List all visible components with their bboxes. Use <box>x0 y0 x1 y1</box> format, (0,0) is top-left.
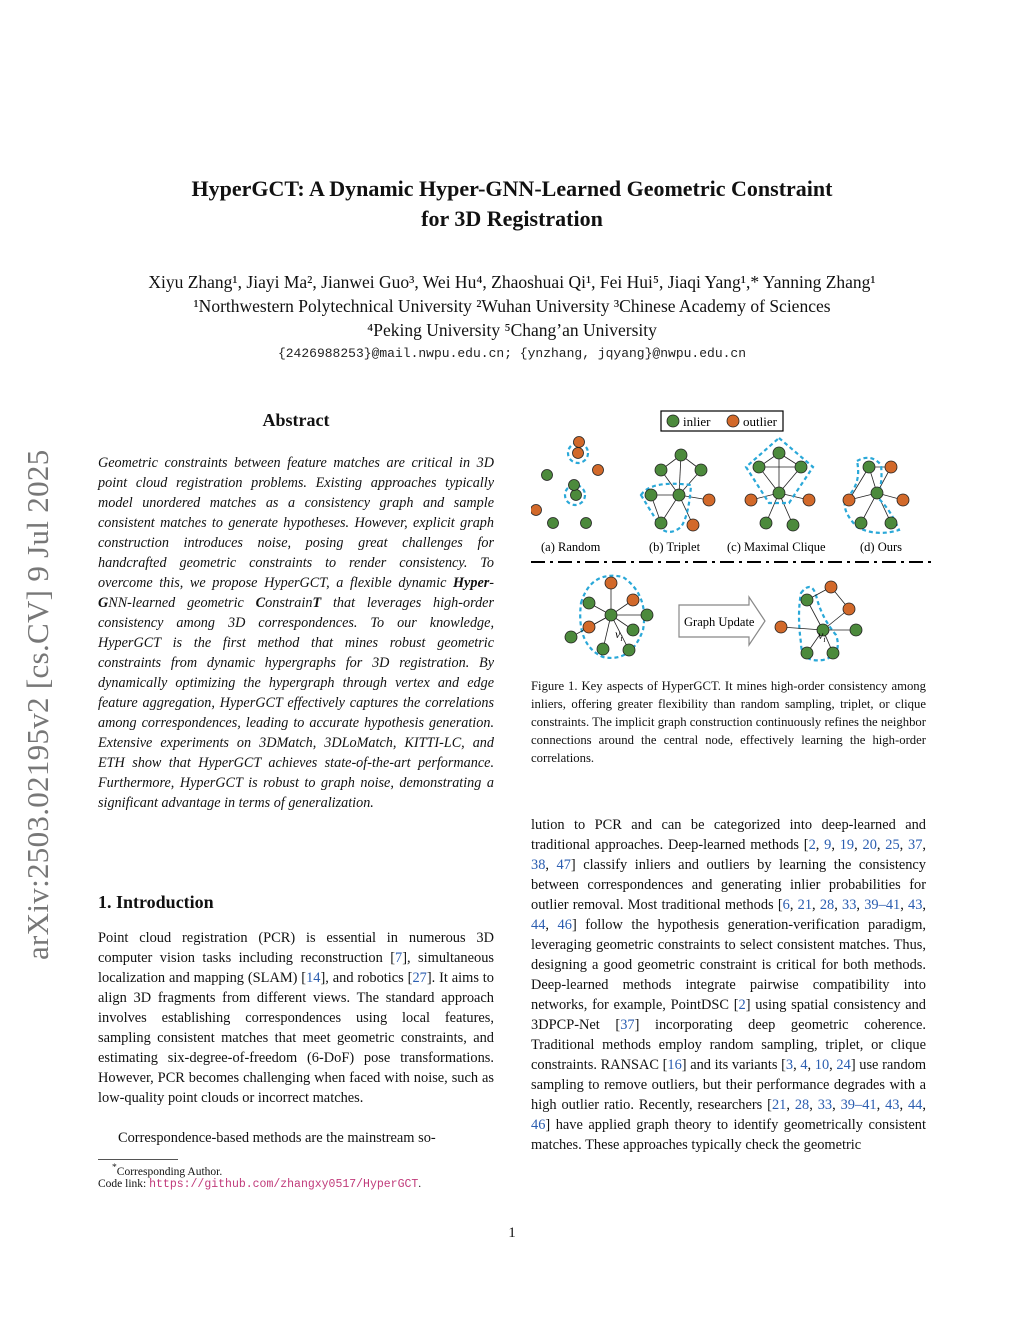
citation-link[interactable]: 27 <box>412 970 427 986</box>
citation-link[interactable]: 14 <box>306 970 321 986</box>
citation-link[interactable]: 6 <box>782 897 790 913</box>
citation-link[interactable]: 19 <box>839 837 855 853</box>
graph-update-label: Graph Update <box>684 615 755 629</box>
graph-after <box>775 581 862 660</box>
inlier-legend-dot <box>667 415 679 427</box>
footnote-corresponding: *Corresponding Author. <box>112 1162 223 1178</box>
citation-link[interactable]: 44 <box>907 1097 923 1113</box>
title-line-1: HyperGCT: A Dynamic Hyper-GNN-Learned Geometric Constraint <box>191 176 833 201</box>
outlier-legend-dot <box>727 415 739 427</box>
citation-link[interactable]: 33 <box>842 897 857 913</box>
abstract-heading: Abstract <box>262 410 330 430</box>
affiliations-2: ⁴Peking University ⁵Chang’an University <box>367 320 657 340</box>
intro-paragraph-2: Correspondence-based methods are the mainstream so- <box>118 1130 436 1146</box>
citation-link[interactable]: 28 <box>794 1097 810 1113</box>
label-clique: (c) Maximal Clique <box>727 540 826 554</box>
arxiv-stamp <box>20 400 60 960</box>
citation-link[interactable]: 21 <box>771 1097 787 1113</box>
citation-link[interactable]: 39–41 <box>864 897 901 913</box>
citation-link[interactable]: 20 <box>862 837 877 853</box>
authors: Xiyu Zhang¹, Jiayi Ma², Jianwei Guo³, Wei Hu⁴, Zhaoshuai Qi¹, Fei Hui⁵, Jiaqi Yang¹,* Yanning Zhang¹ <box>148 272 876 292</box>
citation-link[interactable]: 28 <box>819 897 835 913</box>
node-label-left: $v_i$ <box>615 627 623 643</box>
citation-link[interactable]: 39–41 <box>840 1097 877 1113</box>
emails: {2426988253}@mail.nwpu.edu.cn; {ynzhang, jqyang}@nwpu.edu.cn <box>277 346 747 361</box>
label-triplet: (b) Triplet <box>649 540 701 554</box>
citation-link[interactable]: 37 <box>620 1017 635 1033</box>
node-label-right: $v_i$ <box>818 628 826 644</box>
citation-link[interactable]: 9 <box>824 837 832 853</box>
panel-clique <box>745 438 815 531</box>
title-line-2: for 3D Registration <box>421 206 603 231</box>
panel-triplet <box>641 449 715 532</box>
author-block <box>0 270 1024 342</box>
arxiv-id: arXiv:2503.02195v2 [cs.CV] 9 Jul 2025 <box>20 449 55 960</box>
citation-link[interactable]: 46 <box>557 917 572 933</box>
figure-1 <box>531 405 931 670</box>
code-link[interactable]: https://github.com/zhangxy0517/HyperGCT <box>149 1178 419 1191</box>
citation-link[interactable]: 44 <box>531 917 546 933</box>
citation-link[interactable]: 46 <box>531 1117 546 1133</box>
citation-link[interactable]: 24 <box>836 1057 851 1073</box>
section-heading-intro: 1. Introduction <box>98 892 214 912</box>
citation-link[interactable]: 25 <box>885 837 900 853</box>
right-column-text: lution to PCR and can be categorized into deep-learned and traditional approaches. Deep-learned methods [2, 9, 19, 20, 25, 37, 38, 47] classify inliers and outliers by learning the consistency between correspondences and generating inlier probabilities for outlier removal. Most traditional methods [6, 21, 28, 33, 39–41, 43, 44, 46] follow the hypothesis generation-verification paradigm, leveraging geometric constraints to select consistent matches. Thus, designing a good geometric constraint is critical for both methods. Deep-learned methods integrate pairwise compatibility into networks, for example, PointDSC [2] using spatial consistency and 3DPCP-Net [37] incorporating deep geometric coherence. Traditional methods employ random sampling, triplet, or clique constraints. RANSAC [16] and its variants [3, 4, 10, 24] use random sampling to remove outliers, but their performance degrades with a high outlier ratio. Recently, researchers [21, 28, 33, 39–41, 43, 44, 46] have applied graph theory to identify geometrically consistent matches. These approaches typically check the geometric <box>531 817 927 1153</box>
abstract-text: Geometric constraints between feature matches are critical in 3D point cloud registration problems. Existing approaches typically model unordered matches as a consistency graph and sample consistent matches to generate hypotheses. However, explicit graph construction introduces noise, posing great challenges for handcrafted geometric constraints to render consistency. To overcome this, we propose HyperGCT, a flexible dynamic Hyper-GNN-learned geometric ConstrainT that leverages high-order consistency among 3D correspondences. To our knowledge, HyperGCT is the first method that mines robust geometric constraints from dynamic hypergraphs for 3D registration. By dynamically optimizing the hypergraph through vertex and edge feature aggregation, HyperGCT effectively captures the correlations among correspondences, leading to accurate hypothesis generation. Extensive experiments on 3DMatch, 3DLoMatch, KITTI-LC, and ETH show that HyperGCT achieves state-of-the-art performance. Furthermore, HyperGCT is robust to graph noise, demonstrating a significant advantage in terms of generalization. <box>98 455 495 811</box>
citation-link[interactable]: 16 <box>667 1057 682 1073</box>
citation-link[interactable]: 47 <box>556 857 571 873</box>
label-ours: (d) Ours <box>860 540 903 554</box>
panel-ours <box>843 458 909 533</box>
citation-link[interactable]: 7 <box>395 950 403 966</box>
citation-link[interactable]: 43 <box>908 897 923 913</box>
affiliations-1: ¹Northwestern Polytechnical University ²Wuhan University ³Chinese Academy of Sciences <box>193 296 831 316</box>
label-random: (a) Random <box>541 540 601 554</box>
footnote-code: Code link: https://github.com/zhangxy0517/HyperGCT. <box>98 1178 422 1191</box>
citation-link[interactable]: 3 <box>785 1057 794 1073</box>
graph-before <box>565 576 653 658</box>
figure-caption: Figure 1. Key aspects of HyperGCT. It mines high-order consistency among inliers, offering greater flexibility than random sampling, triplet, or clique constraints. The implicit graph construction continuously refines the neighbor connections around the central node, effectively learning the high-order correlations. <box>531 679 926 765</box>
citation-link[interactable]: 10 <box>814 1057 830 1073</box>
citation-link[interactable]: 4 <box>800 1057 808 1073</box>
citation-link[interactable]: 21 <box>797 897 813 913</box>
footnote-rule <box>98 1159 178 1160</box>
panel-random <box>531 437 604 529</box>
legend-outlier: outlier <box>743 414 777 429</box>
intro-paragraph-1: Point cloud registration (PCR) is essential in numerous 3D computer vision tasks including reconstruction [7], simultaneous localization and mapping (SLAM) [14], and robotics [27]. It aims to align 3D fragments from different views. The standard approach involves establishing correspondences using local features, sampling consistent matches that meet geometric constraints, and estimating six-degree-of-freedom (6-DoF) pose transformations. However, PCR becomes challenging when faced with noise, such as low-quality point clouds or incorrect matches. <box>98 930 494 1106</box>
page-number: 1 <box>508 1225 516 1241</box>
paper-title <box>0 174 1024 234</box>
citation-link[interactable]: 2 <box>738 997 746 1013</box>
citation-link[interactable]: 43 <box>885 1097 900 1113</box>
legend-inlier: inlier <box>683 414 711 429</box>
citation-link[interactable]: 38 <box>531 857 546 873</box>
citation-link[interactable]: 2 <box>808 837 816 853</box>
citation-link[interactable]: 37 <box>908 837 923 853</box>
citation-link[interactable]: 33 <box>817 1097 833 1113</box>
